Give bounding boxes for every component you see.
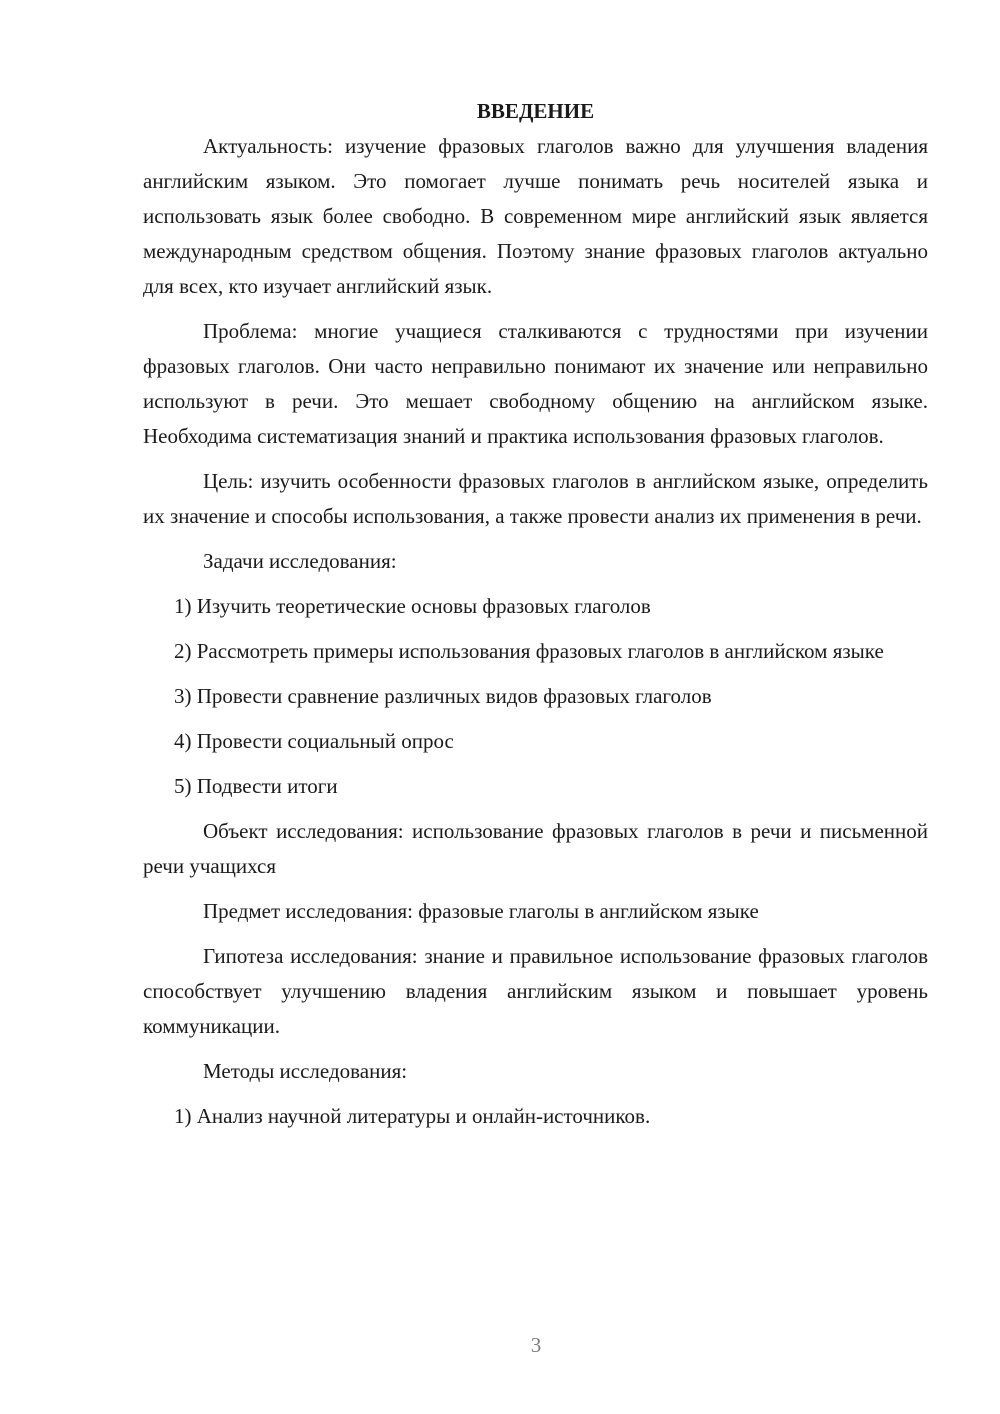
hypothesis-paragraph: Гипотеза исследования: знание и правильное использование фразовых глаголов способствует улучшению владения английским языком и повышает уровень коммуникации. — [143, 944, 928, 1038]
method-item: 1) Анализ научной литературы и онлайн-источников. — [174, 1104, 651, 1128]
methods-heading: Методы исследования: — [203, 1059, 408, 1083]
task-item: 5) Подвести итоги — [174, 774, 338, 798]
tasks-heading: Задачи исследования: — [203, 549, 397, 573]
subject-paragraph: Предмет исследования: фразовые глаголы в английском языке — [203, 899, 759, 923]
relevance-paragraph: Актуальность: изучение фразовых глаголов важно для улучшения владения английским языком. Это помогает лучше понимать речь носителей языка и использовать язык более свободно. В современном мире английский язык является международным средством общения. Поэтому знание фразовых глаголов актуально для всех, кто изучает английский язык. — [143, 134, 928, 298]
task-item: 3) Провести сравнение различных видов фразовых глаголов — [174, 684, 712, 708]
page-content — [143, 94, 928, 1144]
task-item: 2) Рассмотреть примеры использования фразовых глаголов в английском языке — [174, 639, 884, 663]
page-title: ВВЕДЕНИЕ — [476, 99, 595, 123]
object-paragraph: Объект исследования: использование фразовых глаголов в речи и письменной речи учащихся — [143, 819, 928, 878]
problem-paragraph: Проблема: многие учащиеся сталкиваются с трудностями при изучении фразовых глаголов. Они часто неправильно понимают их значение или неправильно используют в речи. Это мешает свободному общению на английском языке. Необходима систематизация знаний и практика использования фразовых глаголов. — [143, 319, 928, 448]
goal-paragraph: Цель: изучить особенности фразовых глаголов в английском языке, определить их значение и способы использования, а также провести анализ их применения в речи. — [143, 469, 928, 528]
task-item: 1) Изучить теоретические основы фразовых глаголов — [174, 594, 651, 618]
task-item: 4) Провести социальный опрос — [174, 729, 454, 753]
page-number: 3 — [530, 1333, 542, 1357]
